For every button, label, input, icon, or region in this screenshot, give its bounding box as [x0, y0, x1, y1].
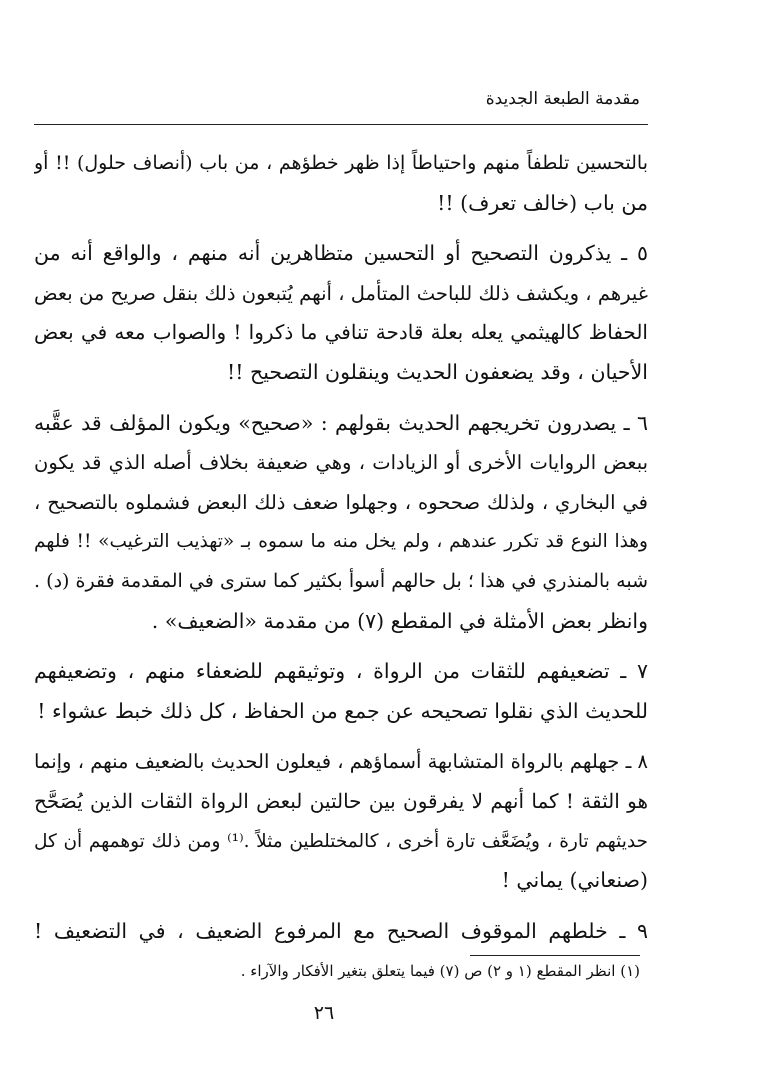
- paragraph-item-5: [34, 234, 648, 392]
- text-line: وانظر بعض الأمثلة في المقطع (٧) من مقدمة «الضعيف» .: [151, 608, 648, 633]
- paragraph-continuation: [34, 144, 648, 223]
- text-line: هو الثقة ! كما أنهم لا يفرقون بين حالتين لبعض الرواة الثقات الذين يُصَحَّح: [34, 788, 648, 813]
- text-line: شبه بالمنذري في هذا ؛ بل حالهم أسوأ بكثير كما سترى في المقدمة فقرة (د) .: [34, 569, 648, 592]
- footnote: (١) انظر المقطع (١ و ٢) ص (٧) فيما يتعلق بتغير الأفكار والآراء .: [240, 962, 640, 980]
- paragraph-item-8: [34, 742, 648, 900]
- paragraph-item-7: [34, 652, 648, 731]
- text-line: وهذا النوع قد تكرر عندهم ، ولم يخل منه ما سموه بـ «تهذيب الترغيب» !! فلهم: [34, 531, 648, 553]
- text-line: ٧ ـ تضعيفهم للثقات من الرواة ، وتوثيقهم للضعفاء منهم ، وتضعيفهم: [34, 659, 648, 684]
- footnote-rule: [470, 955, 640, 956]
- body-text: [34, 144, 648, 951]
- text-line: في البخاري ، ولذلك صححوه ، وجهلوا ضعف ذلك البعض فشملوه بالتصحيح ،: [34, 490, 648, 514]
- text-line: (صنعاني) يماني !: [501, 868, 648, 893]
- text-line: من باب (خالف تعرف) !!: [437, 190, 648, 215]
- text-line: ببعض الروايات الأخرى أو الزيادات ، وهي ضعيفة بخلاف أصله الذي قد يكون: [34, 451, 648, 475]
- text-line: الأحيان ، وقد يضعفون الحديث وينقلون التصحيح !!: [226, 359, 648, 384]
- text-line: ٨ ـ جهلهم بالرواة المتشابهة أسماؤهم ، فيعلون الحديث بالضعيف منهم ، وإنما: [34, 750, 648, 774]
- page-number: ٢٦: [313, 1002, 335, 1024]
- text-line: حديثهم تارة ، ويُضَعَّف تارة أخرى ، كالمختلطين مثلاً .⁽¹⁾ ومن ذلك توهمهم أن كل: [34, 830, 648, 852]
- text-line: غيرهم ، ويكشف ذلك للباحث المتأمل ، أنهم يُتبعون ذلك بنقل صريح من بعض: [34, 281, 648, 305]
- text-line: للحديث الذي نقلوا تصحيحه عن جمع من الحفاظ ، كل ذلك خبط عشواء !: [37, 698, 648, 723]
- text-line: ٩ ـ خلطهم الموقوف الصحيح مع المرفوع الضعيف ، في التضعيف !: [34, 918, 648, 943]
- header-rule: [34, 124, 648, 125]
- paragraph-item-6: [34, 404, 648, 642]
- text-line: ٦ ـ يصدرون تخريجهم الحديث بقولهم : «صحيح» ويكون المؤلف قد عقَّبه: [34, 410, 648, 435]
- text-line: الحفاظ كالهيثمي يعله بعلة قادحة تنافي ما ذكروا ! والصواب معه في بعض: [34, 320, 648, 345]
- running-header: مقدمة الطبعة الجديدة: [485, 89, 640, 109]
- text-line: بالتحسين تلطفاً منهم واحتياطاً إذا ظهر خطؤهم ، من باب (أنصاف حلول) !! أو: [34, 152, 648, 174]
- text-line: ٥ ـ يذكرون التصحيح أو التحسين متظاهرين أنه منهم ، والواقع أنه من: [34, 241, 648, 266]
- paragraph-item-9: [34, 912, 648, 952]
